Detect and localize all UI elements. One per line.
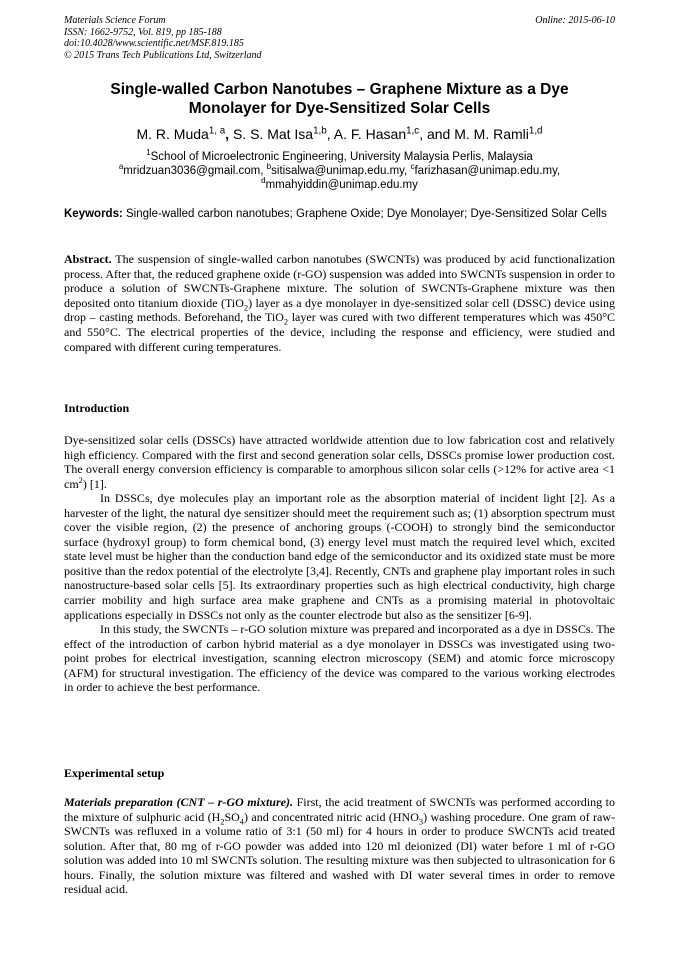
affiliation-text: School of Microelectronic Engineering, University Malaysia Perlis, Malaysia	[150, 151, 533, 163]
email-b: sitisalwa@unimap.edu.my,	[271, 165, 408, 177]
abstract-text-1: The suspension of single-walled carbon nanotubes (SWCNTs) was produced by acid functionalization process. After that, the reduced graphene oxide (r-GO) suspension was added into SWCNTs suspension in order to produce a solution of SWCNTs-Graphene mixture. The solution of SWCNTs-Graphene mixture was then deposited onto titanium dioxide (TiO	[64, 252, 615, 310]
experimental-body	[64, 795, 615, 897]
intro-paragraph-2: In DSSCs, dye molecules play an important role as the absorption material of incident light [2]. As a harvester of the light, the natural dye sensitizer should meet the requirement such as; (1) absorption spectrum must cover the visible region, (2) the presence of anchoring groups (-COOH) to strongly bind the semiconductor surface (hydroxyl group) to form chemical bond, (3) energy level must match the required level which, excited state level must be higher than the conduction band edge of the semiconductor and its oxidized state must be more positive than the redox potential of the electrolyte [3,4]. Recently, CNTs and graphene play important roles in such nanostructure-based solar cells [5]. Its extraordinary properties such as high electrical conductivity, high charge carrier mobility and high surface area make graphene and CNTs as a promising material in photovoltaic applications especially in DSSCs not only as the counter electrode but also as the sensitizer [6-9].	[64, 491, 615, 622]
author-2-sup: 1,b	[313, 125, 327, 137]
abstract-block	[64, 252, 615, 354]
paper-title	[64, 80, 615, 118]
email-d-sup: d	[261, 176, 266, 186]
exp-sub-1: 2	[220, 816, 225, 826]
author-sep: ,	[225, 126, 233, 142]
title-line-1: Single-walled Carbon Nanotubes – Graphene Mixture as a Dye	[110, 81, 569, 98]
author-4-sup: 1,d	[528, 125, 543, 137]
keywords-block	[64, 208, 615, 222]
author-4: and M. M. Ramli	[426, 126, 529, 142]
email-a: mridzuan3036@gmail.com,	[123, 165, 264, 177]
doi-line: doi:10.4028/www.scientific.net/MSF.819.185	[64, 38, 244, 49]
author-3-sup: 1,c	[406, 125, 420, 137]
email-d: mmahyiddin@unimap.edu.my	[265, 179, 418, 191]
email-b-sup: b	[266, 162, 272, 172]
introduction-heading: Introduction	[64, 401, 130, 415]
copyright-line: © 2015 Trans Tech Publications Ltd, Switzerland	[64, 49, 262, 61]
intro-p1-text: Dye-sensitized solar cells (DSSCs) have attracted worldwide attention due to low fabrication cost and relatively high efficiency. Compared with the first and second generation solar cells, DSSCs promise lower production cost. The overall energy conversion efficiency is comparable to amorphous silicon solar cells (>12% for active area <1 cm	[64, 433, 615, 491]
exp-sub-2: 4	[239, 816, 244, 826]
author-1-sup: 1, a	[208, 125, 226, 137]
exp-text-4: ) washing procedure. One gram of raw-SWCNTs was refluxed in a volume ratio of 3:1 (50 ml) for 4 hours in order to produce SWCNTs acid treated solution. After that, 80 mg of r-GO powder was added into 120 ml deionized (DI) water before 1 ml of r-GO solution was added into 10 ml SWCNTs solution. The resulting mixture was then subjected to ultrasonication for 6 hours. Finally, the solution mixture was filtered and washed with DI water several times in order to remove residual acid.	[64, 809, 616, 897]
introduction-body	[64, 433, 615, 695]
abstract-sub-2: 2	[283, 317, 289, 327]
abstract-label: Abstract.	[64, 252, 112, 266]
affiliation-emails	[64, 164, 615, 178]
affiliation-email-d	[64, 178, 615, 192]
email-c-sup: c	[410, 162, 415, 172]
author-sep: ,	[419, 126, 427, 142]
intro-paragraph-1	[64, 433, 615, 491]
keywords-label: Keywords:	[64, 208, 123, 220]
exp-sub-3: 3	[418, 816, 424, 826]
materials-label: Materials preparation (CNT – r-GO mixture).	[64, 795, 293, 809]
intro-p1-sup: 2	[78, 475, 83, 485]
intro-p1-end: ) [1].	[82, 476, 107, 491]
exp-text-3: ) and concentrated nitric acid (HNO	[243, 809, 419, 824]
author-2: S. S. Mat Isa	[232, 126, 314, 142]
affiliation-school	[64, 150, 615, 164]
journal-name: Materials Science Forum	[64, 15, 166, 26]
exp-text-1: First, the acid treatment of SWCNTs was performed according to the mixture of sulphuric acid (H	[64, 795, 615, 824]
intro-paragraph-3: In this study, the SWCNTs – r-GO solution mixture was prepared and incorporated as a dye in DSSCs. The effect of the introduction of carbon hybrid material as a dye monolayer in DSSCs was investigated using two-point probes for electrical investigation, scanning electron microscopy (SEM) and atomic force microscopy (AFM) for structural investigation. The efficiency of the device was compared to the various working electrodes in order to achieve the best performance.	[64, 622, 615, 695]
email-a-sup: a	[118, 162, 124, 172]
issn-line: ISSN: 1662-9752, Vol. 819, pp 185-188	[64, 26, 222, 38]
author-sep: ,	[326, 126, 334, 142]
author-3: A. F. Hasan	[333, 126, 407, 142]
author-list	[64, 125, 615, 143]
experimental-heading: Experimental setup	[64, 766, 165, 780]
affiliation-block	[64, 150, 615, 192]
journal-header	[64, 15, 615, 61]
abstract-text-2: ) layer as a dye monolayer in dye-sensitized solar cell (DSSC) device using drop – casting methods. Beforehand, the TiO	[64, 295, 615, 325]
email-c: farizhasan@unimap.edu.my,	[414, 165, 561, 177]
online-date: Online: 2015-06-10	[535, 15, 615, 26]
title-line-2: Monolayer for Dye-Sensitized Solar Cells	[188, 100, 491, 117]
keywords-text: Single-walled carbon nanotubes; Graphene Oxide; Dye Monolayer; Dye-Sensitized Solar Cells	[126, 208, 607, 220]
abstract-sub-1: 2	[243, 303, 249, 313]
abstract-text-3: layer was cured with two different temperatures which was 450°C and 550°C. The electrical properties of the device, including the response and efficiency, were studied and compared with different curing temperatures.	[64, 310, 615, 354]
author-1: M. R. Muda	[136, 126, 209, 142]
affiliation-sup: 1	[146, 148, 151, 158]
exp-text-2: SO	[224, 809, 240, 824]
